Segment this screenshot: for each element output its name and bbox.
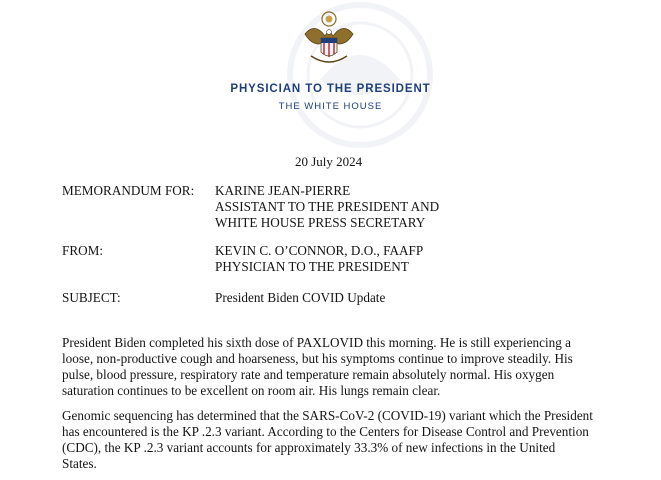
- body-paragraph-1: [62, 335, 622, 399]
- paragraph-line: has encountered is the KP .2.3 variant. According to the Centers for Disease Control and Prevention: [62, 424, 589, 439]
- body-paragraph-2: [62, 408, 622, 472]
- from-label: FROM:: [62, 243, 104, 258]
- recipient-line: WHITE HOUSE PRESS SECRETARY: [215, 215, 426, 230]
- paragraph-line: (CDC), the KP .2.3 variant accounts for approximately 33.3% of new infections in the United: [62, 440, 556, 455]
- paragraph-line: President Biden completed his sixth dose of PAXLOVID this morning. He is still experiencing a: [62, 335, 571, 350]
- memo-date: 20 July 2024: [295, 154, 363, 169]
- sender-line: PHYSICIAN TO THE PRESIDENT: [215, 259, 409, 274]
- paragraph-line: States.: [62, 456, 97, 471]
- watermark-seal-icon: [210, 0, 510, 150]
- recipient-line: ASSISTANT TO THE PRESIDENT AND: [215, 199, 440, 214]
- eagle-seal-icon: [301, 10, 357, 72]
- paragraph-line: saturation continues to be excellent on room air. His lungs remain clear.: [62, 383, 441, 398]
- recipient-block: [215, 183, 439, 231]
- sender-block: [215, 243, 423, 275]
- sender-line: KEVIN C. O’CONNOR, D.O., FAAFP: [215, 243, 424, 258]
- letterhead-subtitle: THE WHITE HOUSE: [278, 101, 383, 112]
- paragraph-line: Genomic sequencing has determined that the SARS-CoV-2 (COVID-19) variant which the President: [62, 408, 593, 423]
- paragraph-line: loose, non-productive cough and hoarseness, but his symptoms continue to improve steadily. His: [62, 351, 573, 366]
- subject-text: President Biden COVID Update: [215, 290, 386, 305]
- subject-label: SUBJECT:: [62, 290, 121, 305]
- letterhead-title: PHYSICIAN TO THE PRESIDENT: [230, 83, 431, 95]
- memorandum-for-label: MEMORANDUM FOR:: [62, 183, 195, 198]
- paragraph-line: pulse, blood pressure, respiratory rate and temperature remain absolutely normal. His oxygen: [62, 367, 555, 382]
- recipient-line: KARINE JEAN-PIERRE: [215, 183, 351, 198]
